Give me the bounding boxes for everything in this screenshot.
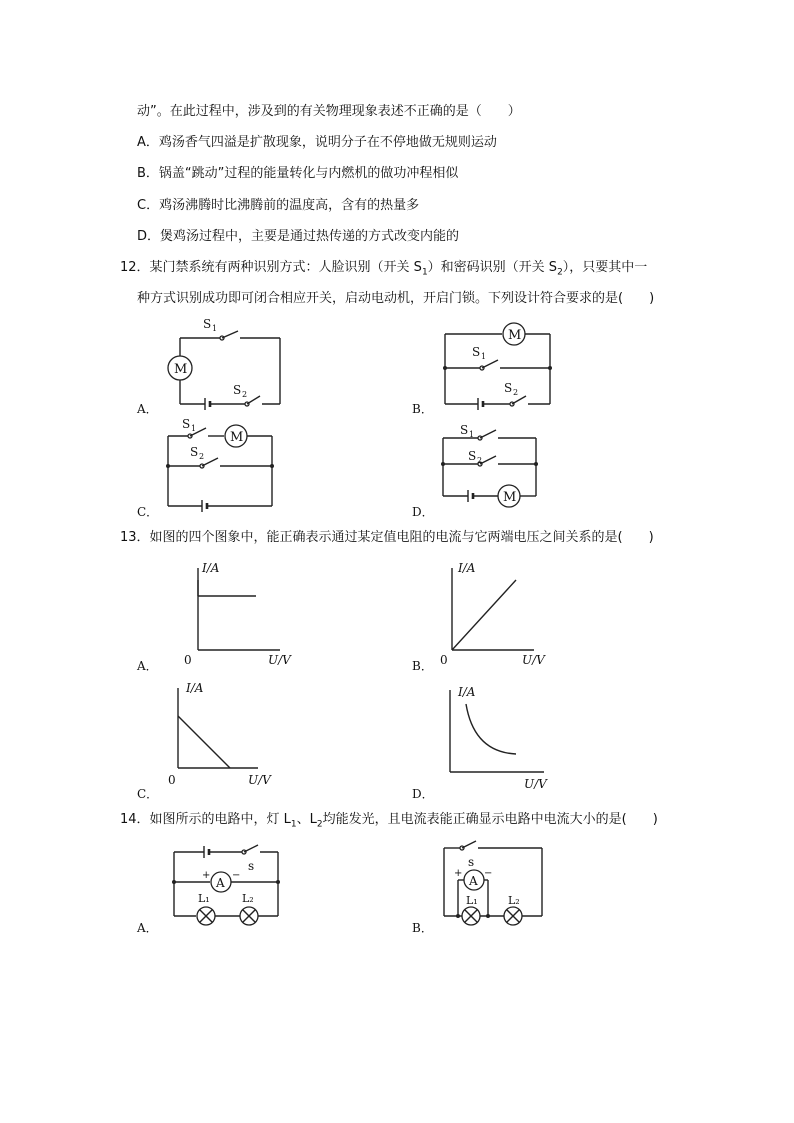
q13-option-c-label[interactable]: C． — [137, 787, 159, 801]
svg-text:−: − — [232, 870, 241, 881]
q12-circuit-d — [438, 422, 548, 514]
svg-text:A: A — [469, 874, 478, 888]
svg-text:0: 0 — [168, 773, 176, 787]
q14-option-a-label[interactable]: A． — [137, 921, 158, 935]
svg-text:L₂: L₂ — [508, 894, 520, 907]
svg-text:A: A — [216, 876, 225, 890]
svg-text:U/V: U/V — [248, 773, 271, 787]
q11-stem-tail: 动”。在此过程中，涉及到的有关物理现象表述不正确的是（ ） — [137, 104, 521, 119]
svg-text:−: − — [484, 868, 493, 879]
svg-text:S: S — [233, 383, 242, 397]
svg-text:1: 1 — [191, 424, 197, 433]
q12-option-c-label[interactable]: C． — [137, 505, 159, 519]
svg-text:M: M — [503, 490, 517, 505]
svg-text:S: S — [460, 423, 469, 437]
q12-circuit-b — [440, 320, 560, 410]
svg-text:1: 1 — [469, 430, 475, 439]
svg-text:s: s — [248, 859, 255, 873]
svg-text:S: S — [182, 417, 191, 431]
svg-text:+: + — [454, 868, 463, 879]
svg-text:s: s — [468, 855, 475, 869]
svg-text:0: 0 — [440, 653, 448, 667]
svg-text:I/A: I/A — [202, 561, 220, 575]
q13-stem: 13．如图的四个图象中，能正确表示通过某定值电阻的电流与它两端电压之间关系的是( ) — [120, 530, 654, 545]
q11-option-c[interactable]: C．鸡汤沸腾时比沸腾前的温度高，含有的热量多 — [137, 198, 420, 213]
q12-stem-line2: 种方式识别成功即可闭合相应开关，启动电动机，开启门锁。下列设计符合要求的是( ) — [137, 291, 655, 306]
q13-option-b-label[interactable]: B． — [412, 659, 433, 673]
q14-circuit-b — [440, 840, 550, 936]
q11-option-b[interactable]: B．锅盖“跳动”过程的能量转化与内燃机的做功冲程相似 — [137, 166, 459, 181]
svg-text:+: + — [202, 870, 211, 881]
q12-option-a-label[interactable]: A． — [137, 402, 158, 416]
q13-option-a-label[interactable]: A． — [137, 659, 158, 673]
q13-graph-b — [430, 558, 560, 668]
q13-option-d-label[interactable]: D． — [412, 787, 434, 801]
svg-text:S: S — [504, 381, 513, 395]
svg-text:M: M — [508, 328, 522, 343]
svg-text:0: 0 — [184, 653, 192, 667]
svg-text:S: S — [468, 449, 477, 463]
svg-text:I/A: I/A — [186, 681, 204, 695]
svg-text:1: 1 — [481, 352, 487, 361]
q12-option-b-label[interactable]: B． — [412, 402, 433, 416]
q12-stem-line1: 12．某门禁系统有两种识别方式：人脸识别（开关 $S_1$）和密码识别（开关 $S_2$），只要其中一 — [120, 260, 648, 278]
svg-text:L₁: L₁ — [466, 894, 478, 907]
q11-option-a[interactable]: A．鸡汤香气四溢是扩散现象，说明分子在不停地做无规则运动 — [137, 135, 497, 150]
q14-stem: 14．如图所示的电路中，灯 $L_1$、$L_2$均能发光，且电流表能正确显示电路中电流大小的是( ) — [120, 812, 658, 830]
svg-text:U/V: U/V — [268, 653, 291, 667]
q12-option-d-label[interactable]: D． — [412, 505, 434, 519]
q13-graph-c — [160, 680, 290, 792]
svg-text:2: 2 — [513, 388, 519, 397]
q13-graph-d — [432, 680, 562, 792]
q12-circuit-a — [160, 318, 290, 413]
q14-circuit-a — [166, 840, 286, 932]
svg-text:2: 2 — [199, 452, 205, 461]
svg-text:2: 2 — [242, 390, 248, 399]
svg-text:1: 1 — [212, 324, 218, 333]
svg-text:S: S — [190, 445, 199, 459]
svg-text:2: 2 — [477, 456, 483, 465]
q11-option-d[interactable]: D．煲鸡汤过程中，主要是通过热传递的方式改变内能的 — [137, 229, 460, 244]
q12a-motor-label: M — [174, 362, 188, 377]
svg-text:I/A: I/A — [458, 685, 476, 699]
svg-text:U/V: U/V — [522, 653, 545, 667]
q12-circuit-c — [160, 418, 290, 516]
q14-option-b-label[interactable]: B． — [412, 921, 433, 935]
svg-text:S: S — [203, 317, 212, 331]
svg-text:L₁: L₁ — [198, 892, 210, 905]
q13-graph-a — [170, 558, 300, 668]
svg-text:L₂: L₂ — [242, 892, 254, 905]
svg-text:M: M — [230, 430, 244, 445]
svg-text:I/A: I/A — [458, 561, 476, 575]
svg-text:S: S — [472, 345, 481, 359]
svg-text:U/V: U/V — [524, 777, 547, 791]
